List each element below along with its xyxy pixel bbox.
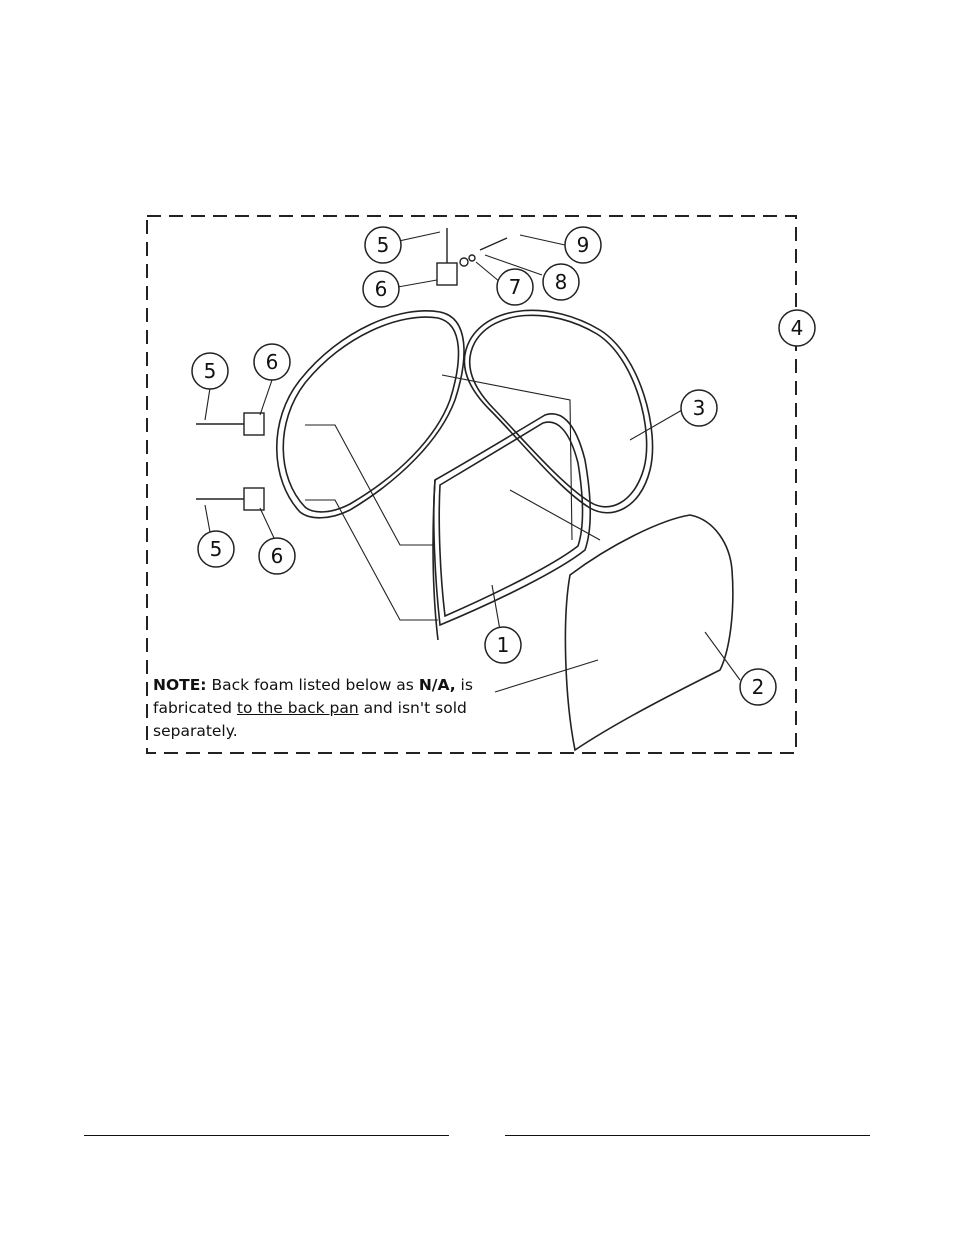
callout-5-top (365, 227, 401, 263)
callout-9 (565, 227, 601, 263)
svg-text:8: 8 (554, 270, 568, 294)
callout-5-lower-left (198, 531, 234, 567)
hardware (196, 228, 507, 510)
left-back-shell (277, 311, 464, 518)
note-na: N/A, (418, 676, 456, 694)
svg-text:7: 7 (508, 275, 522, 299)
callout-3 (681, 390, 717, 426)
back-foam (565, 515, 732, 750)
note-label: NOTE: (153, 676, 207, 694)
back-foam-note (153, 674, 493, 743)
callout-6-top (363, 271, 399, 307)
svg-text:9: 9 (576, 233, 590, 257)
right-back-shell (464, 310, 652, 512)
note-text-3: and isn't sold separately. (153, 699, 467, 740)
kit-boundary-dashed (147, 216, 796, 753)
callout-5-upper-left (192, 353, 228, 389)
callout-6-upper-left (254, 344, 290, 380)
svg-text:6: 6 (270, 544, 284, 568)
svg-text:5: 5 (203, 359, 217, 383)
note-underlined: to the back pan (236, 699, 359, 717)
svg-text:3: 3 (692, 396, 706, 420)
callout-8 (543, 264, 579, 300)
svg-text:1: 1 (496, 633, 510, 657)
callout-2 (740, 669, 776, 705)
note-text-2: is fabricated (153, 676, 473, 717)
callout-4 (779, 310, 815, 346)
svg-text:6: 6 (265, 350, 279, 374)
svg-text:4: 4 (790, 316, 804, 340)
note-text-1: Back foam listed below as (206, 676, 419, 694)
svg-text:6: 6 (374, 277, 388, 301)
footer-rule-left (84, 1135, 449, 1136)
svg-text:2: 2 (751, 675, 765, 699)
footer-rule-right (505, 1135, 870, 1136)
callout-1 (485, 627, 521, 663)
callout-6-lower-left (259, 538, 295, 574)
leader-lines (205, 232, 740, 692)
callout-7 (497, 269, 533, 305)
svg-text:5: 5 (376, 233, 390, 257)
svg-text:5: 5 (209, 537, 223, 561)
